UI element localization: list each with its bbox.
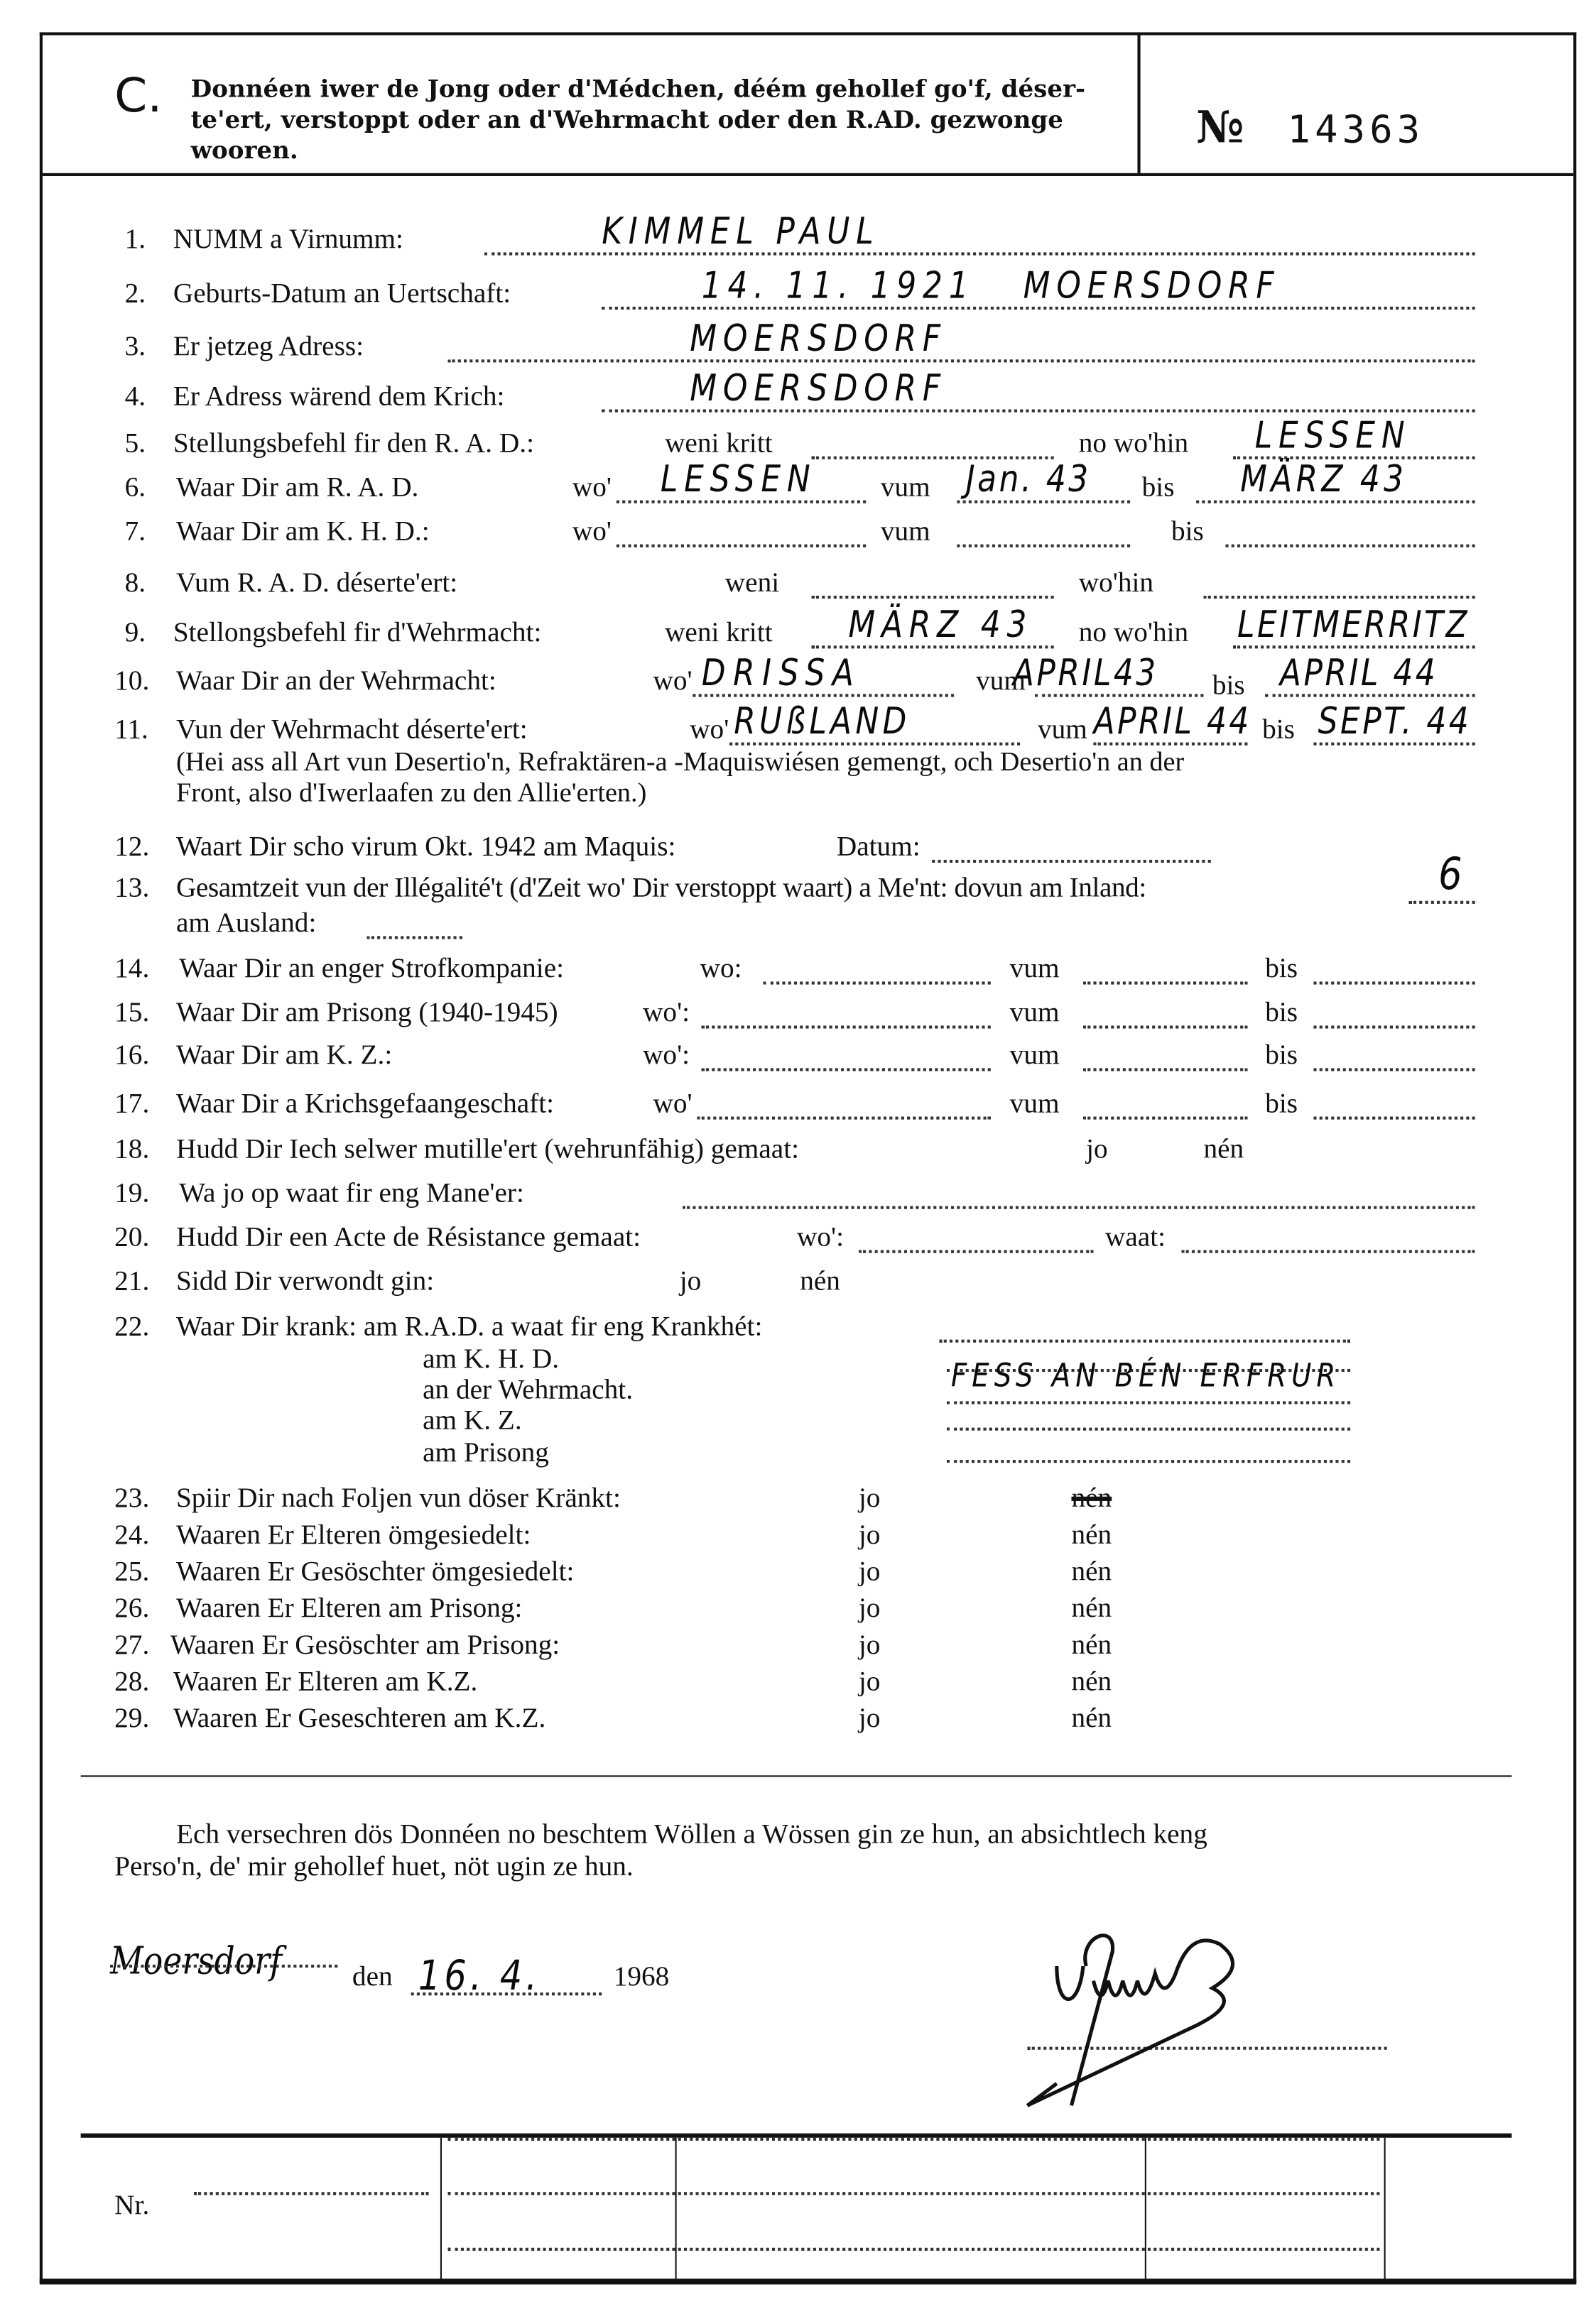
vum-field[interactable] — [1083, 981, 1247, 984]
war-address-value: MOERSDORF — [690, 366, 947, 410]
row-label: Waaren Er Elteren ömgesiedelt: — [175, 1520, 531, 1551]
header-divider — [43, 173, 1573, 176]
row-birth — [0, 263, 1591, 317]
row-number: 6. — [124, 472, 146, 503]
den-label: den — [352, 1961, 393, 1993]
row-label: Waar Dir am K. Z.: — [175, 1040, 393, 1071]
yes-option[interactable]: jo — [858, 1483, 881, 1515]
no-option-struck[interactable]: nén — [1071, 1483, 1112, 1515]
nr-field[interactable] — [194, 2192, 429, 2195]
where-field[interactable] — [1203, 596, 1475, 599]
bis-field[interactable] — [1313, 1068, 1475, 1071]
year-label: 1968 — [613, 1961, 670, 1993]
vum-value: Jan. 43 — [965, 457, 1091, 501]
date-value: 16. 4. — [418, 1951, 541, 2000]
office-box-column-divider — [1384, 2138, 1386, 2282]
row-label: Waaren Er Elteren am K.Z. — [173, 1666, 478, 1698]
vum-field[interactable] — [1083, 1025, 1247, 1028]
office-line[interactable] — [447, 2192, 1379, 2195]
row-number: 18. — [114, 1134, 150, 1165]
bis-label: bis — [1171, 516, 1204, 547]
current-address-value: MOERSDORF — [690, 317, 947, 360]
wehrmacht-sickness-value: FESS AN BÉN ERFRUR — [951, 1358, 1341, 1396]
prison-sickness-field[interactable] — [947, 1460, 1350, 1463]
row-number: 5. — [124, 428, 146, 459]
where-value: LEITMERRITZ — [1237, 603, 1470, 646]
row-illegality — [0, 849, 1591, 912]
wo-label: wo' — [572, 472, 612, 503]
row-number: 28. — [114, 1666, 150, 1698]
bis-value: SEPT. 44 — [1318, 699, 1472, 743]
vum-field[interactable] — [1083, 1068, 1247, 1071]
row-label: Waaren Er Geseschteren am K.Z. — [173, 1703, 546, 1735]
row-label: Waaren Er Elteren am Prisong: — [175, 1593, 523, 1625]
header-vertical-divider — [1137, 32, 1140, 173]
manner-field[interactable] — [683, 1206, 1475, 1209]
vum-label: vum — [1009, 1040, 1060, 1071]
row-label: Vum R. A. D. déserte'ert: — [175, 567, 458, 599]
office-box-column-divider — [1145, 2138, 1146, 2282]
row-penal-company — [0, 954, 1591, 992]
row-number: 4. — [124, 381, 146, 413]
row-number: 1. — [124, 224, 146, 256]
when-label: weni kritt — [665, 617, 773, 649]
row-label: Waar Dir an enger Strofkompanie: — [179, 954, 565, 985]
form-number — [1196, 103, 1424, 154]
office-box-column-divider — [440, 2138, 442, 2282]
title-line: Donnéen iwer de Jong oder d'Médchen, déém gehollef go'f, déser- — [190, 75, 1086, 103]
row-maquis — [0, 832, 1591, 871]
row-label: NUMM a Virnumm: — [173, 224, 403, 256]
row-number: 12. — [114, 831, 150, 863]
nr-label: Nr. — [114, 2191, 150, 2222]
wo-value: RUßLAND — [734, 699, 911, 743]
when-label: weni kritt — [665, 428, 773, 459]
yes-option[interactable]: jo — [858, 1520, 881, 1551]
row-label: Waar Dir am Prisong (1940-1945) — [175, 998, 558, 1029]
bis-field[interactable] — [1313, 1025, 1475, 1028]
vum-field[interactable] — [957, 501, 1130, 503]
birth-field[interactable] — [602, 307, 1475, 310]
vum-label: vum — [1009, 1089, 1060, 1120]
row-name — [0, 209, 1591, 263]
wo-value: LESSEN — [660, 457, 817, 501]
title-line: wooren. — [190, 136, 298, 165]
row-number: 8. — [124, 567, 146, 599]
where-label: no wo'hin — [1078, 617, 1189, 649]
row-label: Waaren Er Gesöschter ömgesiedelt: — [175, 1556, 575, 1588]
wo-label: wo: — [700, 954, 742, 985]
wo-field[interactable] — [617, 545, 866, 547]
row-label: Waart Dir scho virum Okt. 1942 am Maquis: — [175, 831, 676, 863]
row-label: Sidd Dir verwondt gin: — [175, 1266, 435, 1297]
row-11-note: (Hei ass all Art vun Desertio'n, Refraktären-a -Maquiswiésen gemengt, och Desertio'n an der — [175, 748, 1185, 778]
wo-label: wo': — [643, 1040, 690, 1071]
office-line[interactable] — [447, 2138, 1379, 2141]
border-top — [40, 32, 1577, 35]
what-field[interactable] — [1181, 1250, 1475, 1253]
row-self-mutilation — [0, 1134, 1591, 1172]
vum-value: APRIL43 — [1012, 651, 1158, 694]
no-option[interactable]: nén — [1071, 1593, 1112, 1625]
row-manner — [0, 1178, 1591, 1216]
current-address-field[interactable] — [447, 359, 1475, 362]
declaration-line: Ech versechren dös Donnéen no beschtem Wöllen a Wössen gin ze hun, an absichtlech keng — [175, 1819, 1207, 1850]
row-kz — [0, 1040, 1591, 1079]
yes-option[interactable]: jo — [858, 1703, 881, 1735]
row-number: 23. — [114, 1483, 150, 1515]
wo-field[interactable] — [697, 1117, 991, 1120]
bis-value: MÄRZ 43 — [1240, 457, 1408, 501]
birth-value: 14. 11. 1921 MOERSDORF — [701, 263, 1281, 307]
row-number: 21. — [114, 1266, 150, 1297]
yes-option[interactable]: jo — [858, 1630, 881, 1662]
inland-field[interactable] — [1409, 901, 1475, 904]
bis-label: bis — [1141, 472, 1175, 503]
bis-field[interactable] — [1196, 501, 1475, 503]
when-label: weni — [724, 567, 780, 599]
row-pow — [0, 1089, 1591, 1127]
bis-label: bis — [1265, 998, 1298, 1029]
wo-field[interactable] — [859, 1250, 1094, 1253]
signature-image — [1013, 1907, 1409, 2112]
row-current-address — [0, 317, 1591, 370]
vum-label: vum — [880, 516, 930, 547]
row-label: Waar Dir am K. H. D.: — [175, 516, 430, 547]
no-option[interactable]: nén — [1071, 1703, 1112, 1735]
inland-value: 6 — [1438, 849, 1469, 901]
row-label: Waar Dir am R. A. D. — [175, 472, 419, 503]
section-letter: C. — [114, 67, 163, 124]
vum-label: vum — [1009, 998, 1060, 1029]
row-number: 29. — [114, 1703, 150, 1735]
when-value: MÄRZ 43 — [848, 603, 1033, 646]
wo-label: wo' — [690, 714, 729, 746]
row-resistance — [0, 1222, 1591, 1260]
wo-field[interactable] — [729, 743, 1020, 746]
vum-label: vum — [976, 666, 1026, 697]
row-rad-desertion — [0, 568, 1591, 606]
row-number: 3. — [124, 332, 146, 363]
row-label: Stellongsbefehl fir d'Wehrmacht: — [173, 617, 542, 649]
bis-label: bis — [1212, 670, 1245, 702]
bis-label: bis — [1265, 1040, 1298, 1071]
vum-value: APRIL 44 — [1093, 699, 1251, 743]
when-field[interactable] — [812, 596, 1054, 599]
row-label: Hudd Dir een Acte de Résistance gemaat: — [175, 1222, 641, 1253]
no-option[interactable]: nén — [1071, 1520, 1112, 1551]
form-title — [191, 73, 1086, 165]
row-parents-kz — [0, 1666, 1591, 1705]
number-sign: № — [1196, 102, 1244, 154]
abroad-field[interactable] — [367, 936, 462, 939]
wo-label: wo' — [572, 516, 612, 547]
war-address-field[interactable] — [602, 410, 1475, 413]
wo-field[interactable] — [702, 1025, 991, 1028]
row-number: 19. — [114, 1178, 150, 1209]
declaration-line: Perso'n, de' mir gehollef huet, nöt ugin ze hun. — [114, 1851, 634, 1883]
row-number: 25. — [114, 1556, 150, 1588]
wo-field[interactable] — [617, 501, 866, 503]
bis-value: APRIL 44 — [1279, 651, 1438, 694]
row-label: Wa jo op waat fir eng Mane'er: — [179, 1178, 524, 1209]
wo-label: wo' — [653, 1089, 693, 1120]
row-number: 27. — [114, 1630, 150, 1662]
yes-option[interactable]: jo — [1086, 1134, 1108, 1165]
vum-label: vum — [880, 472, 930, 503]
row-siblings-kz — [0, 1703, 1591, 1742]
sub-label: am K. H. D. — [423, 1343, 560, 1375]
where-field[interactable] — [1233, 645, 1475, 648]
row-number: 14. — [114, 954, 150, 985]
name-field[interactable] — [484, 252, 1475, 255]
vum-field[interactable] — [957, 545, 1130, 547]
row-number: 7. — [124, 516, 146, 547]
wo-field[interactable] — [702, 1068, 991, 1071]
yes-option[interactable]: jo — [858, 1556, 881, 1588]
no-option[interactable]: nén — [1071, 1666, 1112, 1698]
row-siblings-resettled — [0, 1556, 1591, 1595]
bis-field[interactable] — [1313, 981, 1475, 984]
yes-option[interactable]: jo — [679, 1266, 702, 1297]
wehrmacht-sickness-field[interactable] — [947, 1401, 1350, 1404]
row-number: 2. — [124, 278, 146, 310]
row-number: 20. — [114, 1222, 150, 1253]
bis-field[interactable] — [1265, 694, 1475, 697]
border-bottom — [40, 2279, 1577, 2284]
row-parents-prison — [0, 1593, 1591, 1632]
sub-label: am Prisong — [423, 1438, 549, 1469]
row-wehrmacht-order — [0, 603, 1591, 656]
vum-field[interactable] — [1083, 1117, 1247, 1120]
place-value: Moersdorf — [109, 1939, 283, 1984]
row-prison — [0, 998, 1591, 1036]
row-label: Waar Dir krank: am R.A.D. a waat fir eng Krankhét: — [175, 1311, 763, 1343]
row-number: 11. — [114, 714, 148, 746]
bis-field[interactable] — [1313, 743, 1475, 746]
row-label: Er jetzeg Adress: — [173, 332, 364, 363]
yes-option[interactable]: jo — [858, 1666, 881, 1698]
wo-label: wo' — [653, 666, 693, 697]
when-field[interactable] — [812, 645, 1054, 648]
row-siblings-prison — [0, 1630, 1591, 1669]
date-field[interactable] — [932, 860, 1211, 863]
place-field[interactable] — [110, 1965, 337, 1968]
row-khd-service — [0, 516, 1591, 555]
vum-field[interactable] — [1035, 694, 1204, 697]
row-number: 22. — [114, 1311, 150, 1343]
no-option[interactable]: nén — [1071, 1556, 1112, 1588]
row-sickness — [0, 1311, 1591, 1350]
no-option[interactable]: nén — [1071, 1630, 1112, 1662]
wo-value: DRISSA — [701, 651, 862, 694]
bis-label: bis — [1265, 954, 1298, 985]
row-wehrmacht-service — [0, 651, 1591, 704]
number-value: 14363 — [1287, 108, 1425, 153]
no-option[interactable]: nén — [1203, 1134, 1244, 1165]
vum-field[interactable] — [1093, 743, 1247, 746]
vum-label: vum — [1037, 714, 1087, 746]
where-label: no wo'hin — [1078, 428, 1189, 459]
row-number: 17. — [114, 1089, 150, 1120]
bis-label: bis — [1265, 1089, 1298, 1120]
row-number: 16. — [114, 1040, 150, 1071]
wo-label: wo': — [643, 998, 690, 1029]
row-label: Stellungsbefehl fir den R. A. D.: — [173, 428, 535, 459]
row-13-abroad — [0, 908, 1591, 946]
name-value: KIMMEL PAUL — [602, 209, 880, 253]
date-label: Datum: — [836, 831, 921, 863]
row-11-note: Front, also d'Iwerlaafen zu den Allie'erten.) — [175, 779, 647, 809]
no-option[interactable]: nén — [800, 1266, 840, 1297]
kz-sickness-field[interactable] — [947, 1428, 1350, 1431]
sub-label: am K. Z. — [423, 1405, 522, 1437]
row-label: Hudd Dir Iech selwer mutille'ert (wehrunfähig) gemaat: — [175, 1134, 800, 1165]
bis-field[interactable] — [1225, 545, 1475, 547]
section-divider — [81, 1775, 1512, 1777]
yes-option[interactable]: jo — [858, 1593, 881, 1625]
row-label: Geburts-Datum an Uertschaft: — [173, 278, 511, 310]
row-label: Spiir Dir nach Foljen vun döser Kränkt: — [175, 1483, 621, 1515]
row-number: 9. — [124, 617, 146, 649]
bis-field[interactable] — [1313, 1117, 1475, 1120]
row-number: 26. — [114, 1593, 150, 1625]
rad-sickness-field[interactable] — [939, 1340, 1350, 1343]
row-number: 24. — [114, 1520, 150, 1551]
row-number: 10. — [114, 666, 150, 697]
what-label: waat: — [1104, 1222, 1166, 1253]
row-number: 13. — [114, 873, 150, 904]
office-line[interactable] — [447, 2248, 1379, 2251]
row-label: Gesamtzeit vun der Illégalité't (d'Zeit wo' Dir verstoppt waart) a Me'nt: dovun am Inland: — [175, 873, 1146, 904]
vum-label: vum — [1009, 954, 1060, 985]
office-box-column-divider — [675, 2138, 677, 2282]
abroad-label: am Ausland: — [175, 908, 317, 939]
row-label: Er Adress wärend dem Krich: — [173, 381, 505, 413]
sub-label: an der Wehrmacht. — [423, 1375, 634, 1406]
row-label: Waar Dir a Krichsgefaangeschaft: — [175, 1089, 555, 1120]
row-rad-service — [0, 457, 1591, 511]
bis-label: bis — [1262, 714, 1295, 746]
row-number: 15. — [114, 998, 150, 1029]
row-parents-resettled — [0, 1520, 1591, 1559]
wo-label: wo': — [797, 1222, 845, 1253]
title-line: te'ert, verstoppt oder an d'Wehrmacht oder den R.AD. gezwonge — [190, 105, 1063, 134]
row-after-effects — [0, 1483, 1591, 1522]
where-value: LESSEN — [1254, 413, 1411, 457]
row-label: Waaren Er Gesöschter am Prisong: — [170, 1630, 560, 1662]
where-label: wo'hin — [1078, 567, 1154, 599]
row-label: Vun der Wehrmacht déserte'ert: — [175, 714, 528, 746]
wo-field[interactable] — [693, 694, 954, 697]
wo-field[interactable] — [764, 981, 991, 984]
row-label: Waar Dir an der Wehrmacht: — [175, 666, 496, 697]
row-wounded — [0, 1266, 1591, 1304]
